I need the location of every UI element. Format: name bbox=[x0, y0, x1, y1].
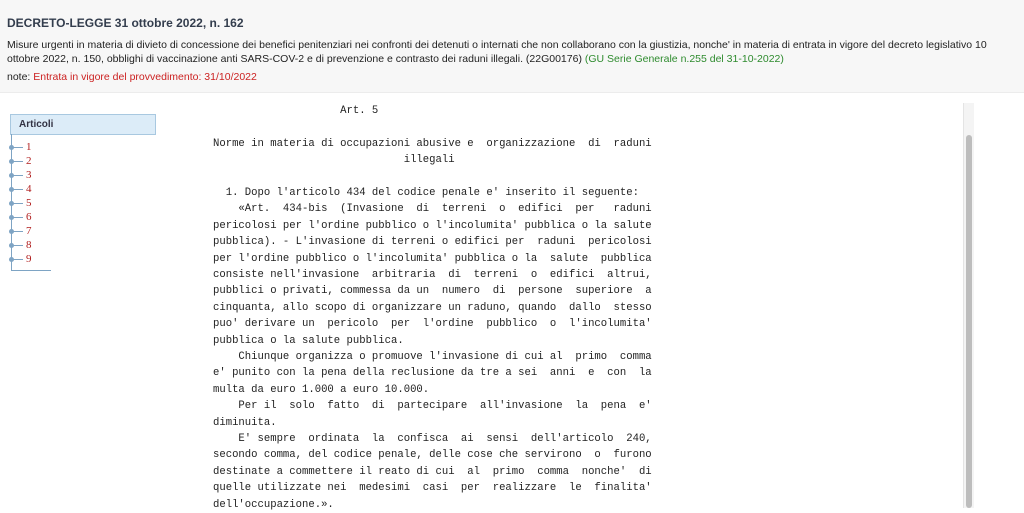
tree-branch bbox=[11, 231, 23, 232]
article-line: «Art. 434-bis (Invasione di terreni o edifici per raduni bbox=[213, 203, 652, 216]
article-line: Art. 5 bbox=[213, 105, 379, 117]
article-link-2[interactable] bbox=[10, 155, 70, 168]
articles-sidebar bbox=[10, 112, 160, 282]
scrollbar-thumb[interactable] bbox=[966, 135, 972, 508]
article-number[interactable]: 1 bbox=[26, 141, 32, 153]
article-line: Per il solo fatto di partecipare all'invasione la pena e' bbox=[213, 400, 652, 413]
article-number[interactable]: 9 bbox=[26, 253, 32, 265]
articles-panel-title: Articoli bbox=[19, 119, 54, 130]
document-description bbox=[7, 38, 1022, 66]
article-link-6[interactable] bbox=[10, 211, 70, 224]
article-line: pubblici o privati, commessa da un numero di persone superiore a bbox=[213, 285, 652, 298]
document-title: DECRETO-LEGGE 31 ottobre 2022, n. 162 bbox=[7, 16, 244, 30]
article-line: diminuita. bbox=[213, 416, 277, 429]
article-line: dell'occupazione.». bbox=[213, 498, 334, 511]
article-link-9[interactable] bbox=[10, 253, 70, 266]
article-line: puo' derivare un pericolo per l'ordine pubblico o l'incolumita' bbox=[213, 318, 652, 331]
tree-branch bbox=[11, 147, 23, 148]
article-number[interactable]: 8 bbox=[26, 239, 32, 251]
article-content bbox=[200, 103, 963, 511]
article-line: multa da euro 1.000 a euro 10.000. bbox=[213, 383, 430, 396]
note-line bbox=[7, 71, 257, 83]
tree-branch bbox=[11, 217, 23, 218]
article-link-1[interactable] bbox=[10, 141, 70, 154]
tree-branch bbox=[11, 161, 23, 162]
article-number[interactable]: 5 bbox=[26, 197, 32, 209]
article-link-7[interactable] bbox=[10, 225, 70, 238]
article-line: illegali bbox=[213, 154, 455, 167]
content-scrollbar[interactable] bbox=[963, 103, 974, 508]
article-line: pubblica o la salute pubblica. bbox=[213, 334, 404, 347]
article-line: Norme in materia di occupazioni abusive e organizzazione di raduni bbox=[213, 137, 652, 150]
tree-branch bbox=[11, 259, 23, 260]
article-line: destinate a commettere il reato di cui al primo comma nonche' di bbox=[213, 465, 652, 478]
article-line: Chiunque organizza o promuove l'invasione di cui al primo comma bbox=[213, 351, 652, 363]
article-line: pericolosi per l'ordine pubblico o l'incolumita' pubblica o la salute bbox=[213, 219, 652, 232]
tree-branch bbox=[11, 203, 23, 204]
description-text: Misure urgenti in materia di divieto di concessione dei benefici penitenziari nei confronti dei detenuti o internati che non collaborano con la giustizia, nonche' in materia di entrata in vigore del decreto legislativo 10 ottobre 2022, n. 150, obblighi di vaccinazione anti SARS-COV-2 e di prevenzione e contrasto dei raduni illegali. (22G00176) bbox=[7, 39, 987, 65]
article-line: per l'ordine pubblico o l'incolumita' pubblica o la salute pubblica bbox=[213, 252, 652, 265]
article-link-3[interactable] bbox=[10, 169, 70, 182]
article-number[interactable]: 4 bbox=[26, 183, 32, 195]
article-line: e' punito con la pena della reclusione da tre a sei anni e con la bbox=[213, 367, 652, 380]
article-link-4[interactable] bbox=[10, 183, 70, 196]
article-line: 1. Dopo l'articolo 434 del codice penale e' inserito il seguente: bbox=[213, 187, 639, 199]
document-header bbox=[0, 0, 1024, 93]
gu-reference-link[interactable]: (GU Serie Generale n.255 del 31-10-2022) bbox=[584, 53, 784, 65]
article-line: secondo comma, del codice penale, delle cose che servirono o furono bbox=[213, 449, 652, 462]
articles-panel-header[interactable] bbox=[10, 114, 156, 135]
tree-connector-bottom bbox=[11, 270, 51, 271]
article-link-5[interactable] bbox=[10, 197, 70, 210]
article-number[interactable]: 7 bbox=[26, 225, 32, 237]
article-line: consiste nell'invasione arbitraria di terreni o edifici altrui, bbox=[213, 269, 652, 281]
article-line: E' sempre ordinata la confisca ai sensi dell'articolo 240, bbox=[213, 433, 652, 445]
article-link-8[interactable] bbox=[10, 239, 70, 252]
note-label: note: bbox=[7, 71, 34, 83]
article-line: cinquanta, allo scopo di organizzare un raduno, quando dallo stesso bbox=[213, 301, 652, 314]
article-number[interactable]: 6 bbox=[26, 211, 32, 223]
article-line: quelle utilizzate nei medesimi casi per realizzare le finalita' bbox=[213, 482, 652, 495]
note-value: Entrata in vigore del provvedimento: 31/10/2022 bbox=[33, 71, 257, 83]
tree-branch bbox=[11, 175, 23, 176]
tree-branch bbox=[11, 245, 23, 246]
tree-branch bbox=[11, 189, 23, 190]
article-line: pubblica). - L'invasione di terreni o edifici per raduni pericolosi bbox=[213, 236, 652, 249]
article-number[interactable]: 2 bbox=[26, 155, 32, 167]
article-number[interactable]: 3 bbox=[26, 169, 32, 181]
